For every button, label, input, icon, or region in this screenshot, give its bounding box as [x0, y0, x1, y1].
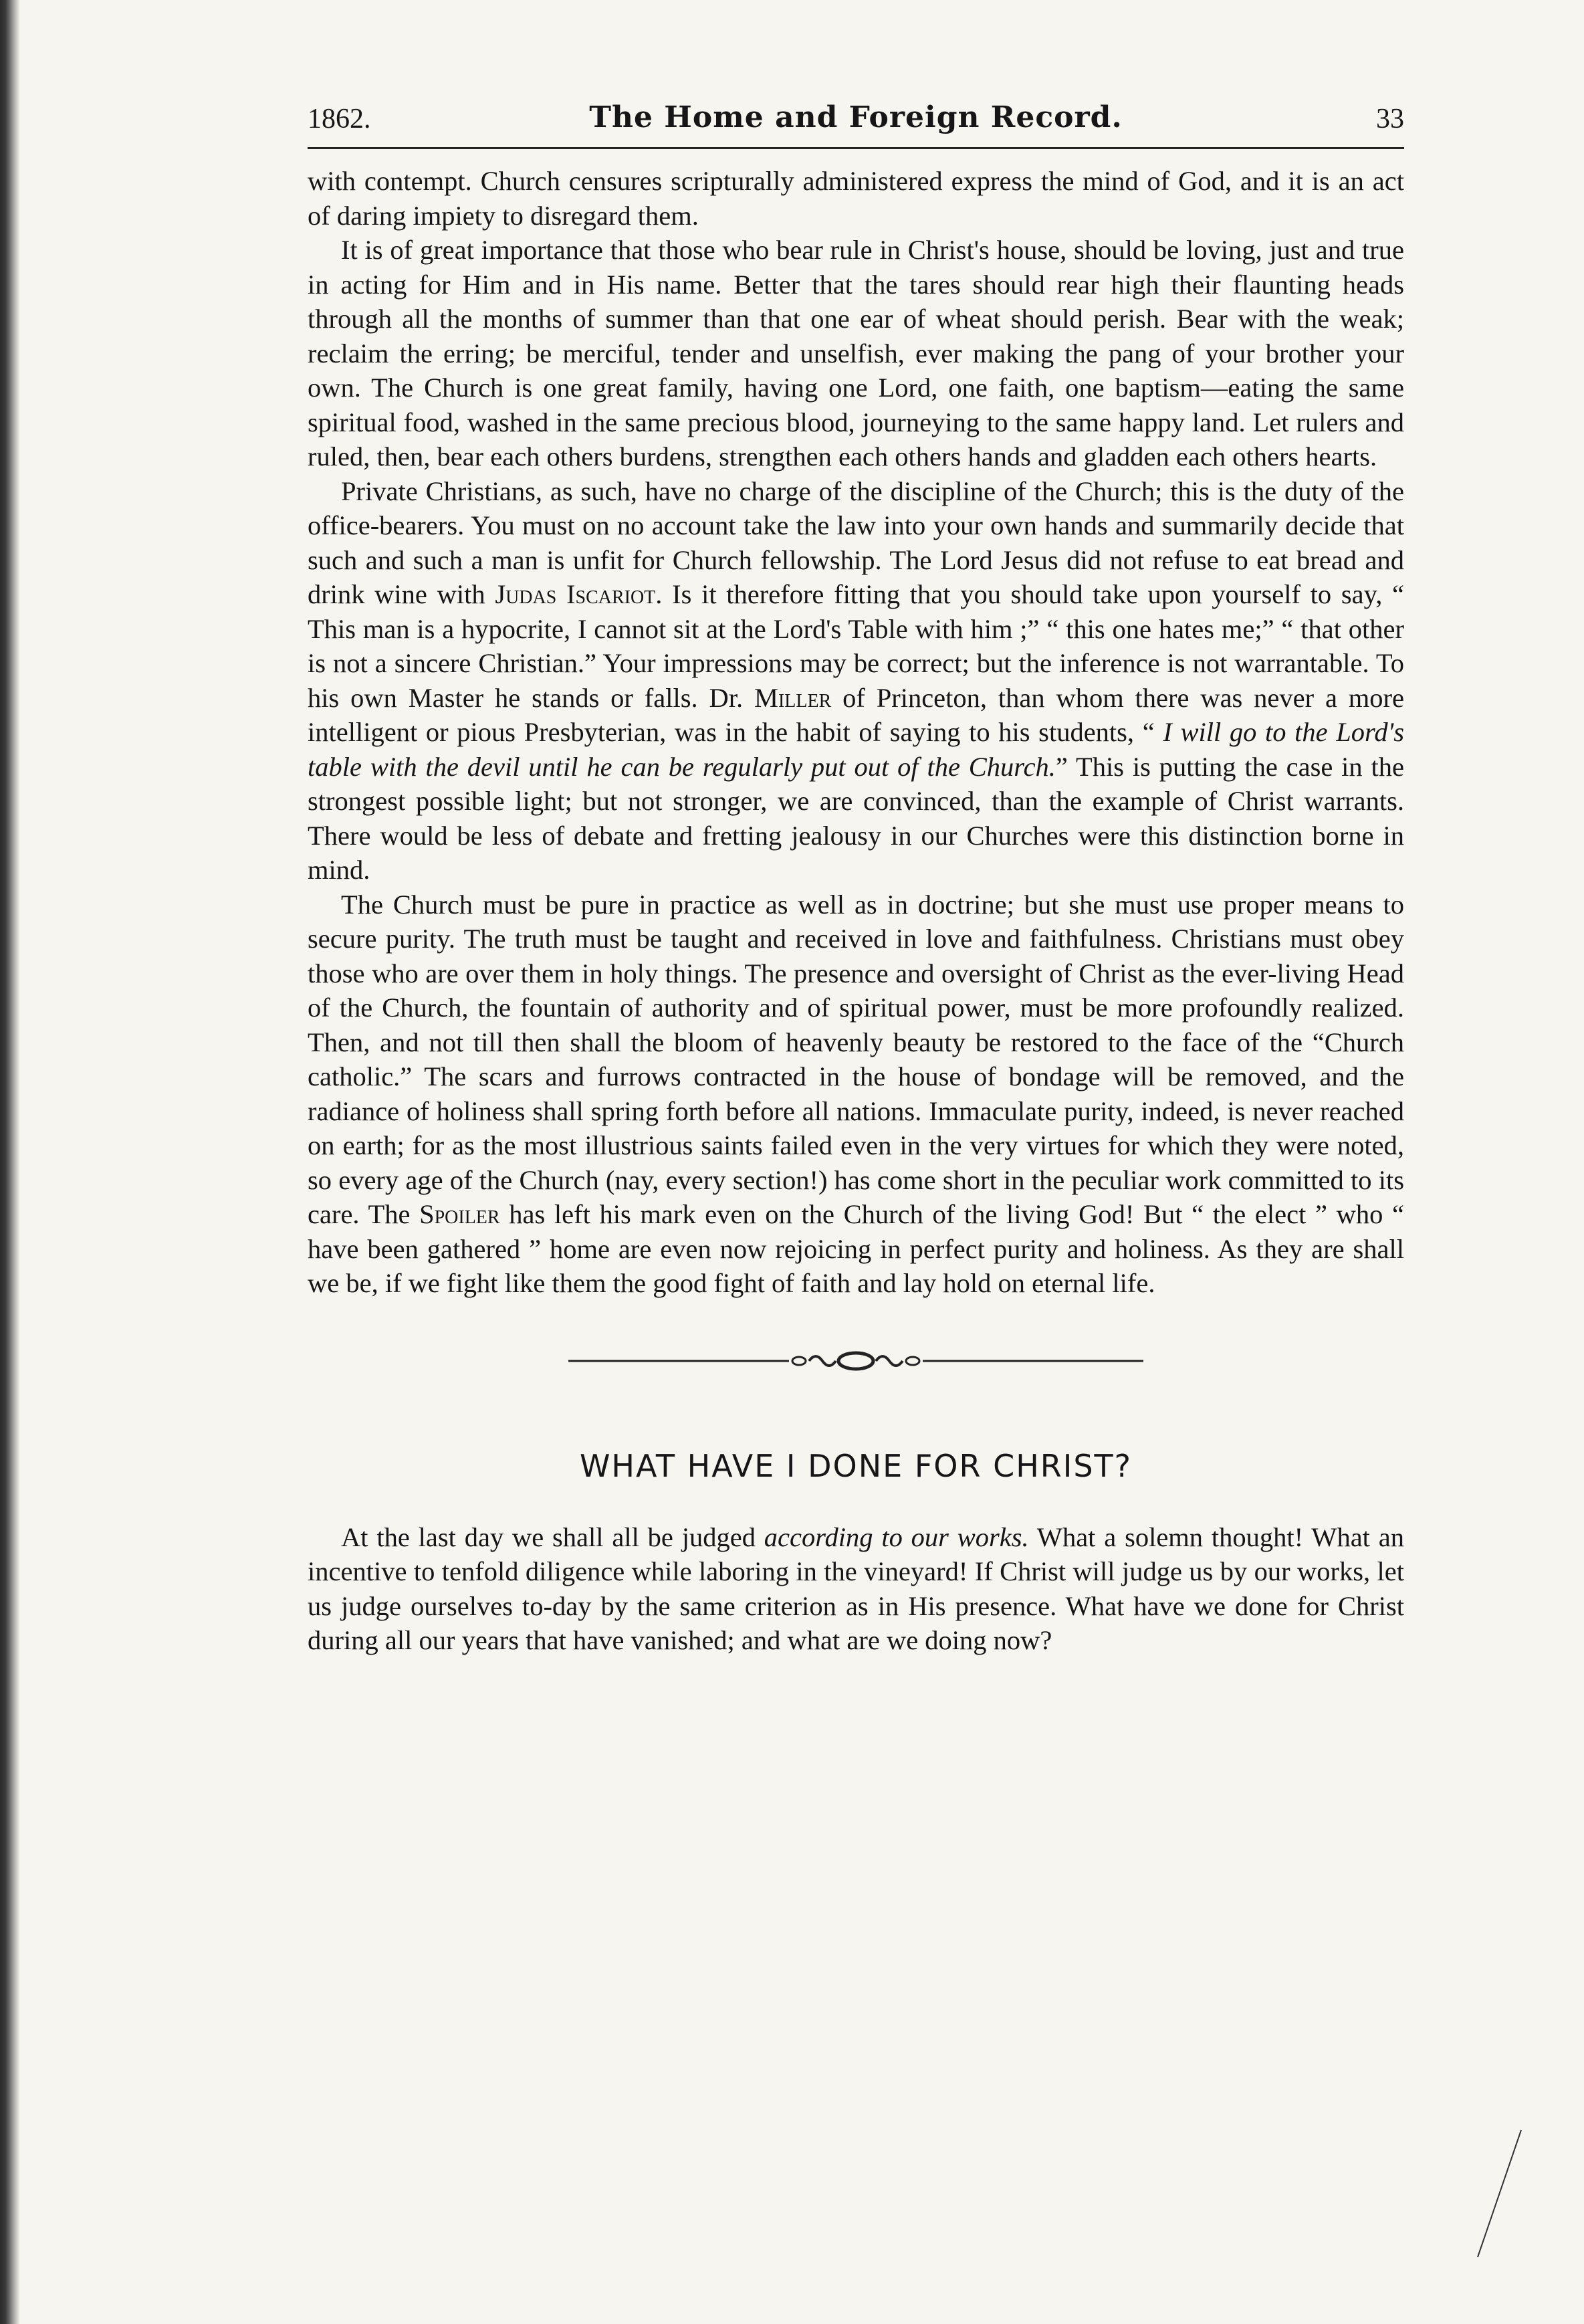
- name-miller: Miller: [754, 682, 832, 713]
- paragraph-3-text-d: ” This is putting the case in the strongest possible light; but not stronger, we are convinced, than the example of Christ warrants. There would be less of debate and fretting jealousy in our Churches were this distinction borne in mind.: [308, 751, 1404, 885]
- section-paragraph-1: [308, 1520, 1404, 1658]
- paragraph-1: with contempt. Church censures scripturally administered express the mind of God, and it is an act of daring impiety to disregard them.: [308, 166, 1404, 231]
- binding-edge: [0, 0, 20, 2324]
- section-paragraph-1-text-a: At the last day we shall all be judged: [341, 1521, 764, 1552]
- section-heading: WHAT HAVE I DONE FOR CHRIST?: [579, 1447, 1133, 1484]
- section-italic-phrase: according to our works.: [764, 1521, 1029, 1552]
- page: [308, 100, 1404, 1658]
- miller-quote: I will go to the Lord's table with the devil until he can be regularly put out of the Church.: [308, 717, 1404, 782]
- paragraph-2: It is of great importance that those who bear rule in Christ's house, should be loving, just and true in acting for Him and in His name. Better that the tares should rear high their flaunting heads through all the months of summer than that one ear of wheat should perish. Bear with the weak; reclaim the erring; be merciful, tender and unselfish, ever making the pang of your brother your own. The Church is one great family, having one Lord, one faith, one baptism—eating the same spiritual food, washed in the same precious blood, journeying to the same happy land. Let rulers and ruled, then, bear each others burdens, strengthen each others hands and gladden each others hearts.: [308, 235, 1404, 471]
- section-body: [308, 1520, 1404, 1658]
- paragraph-3-text-a: Private Christians, as such, have no charge of the discipline of the Church; this is the duty of the office-bearers. You must on no account take the law into your own hands and summarily decide that such and such a man is unfit for Church fellowship. The Lord Jesus did not refuse to eat bread and drink wine with: [308, 476, 1404, 609]
- section-divider-ornament: [568, 1348, 1143, 1374]
- paragraph-3-text-b: Is it therefore fitting that you should take upon yourself to say, “ This man is a hypocrite, I cannot sit at the Lord's Table with him ;” “ this one hates me;” “ that other is not a sincere Christian.” Your impressions may be correct; but the inference is not warrantable. To his own Master he stands or falls. Dr.: [308, 579, 1404, 713]
- running-header: [308, 100, 1404, 149]
- paragraph-4-text-a: The Church must be pure in practice as well as in doctrine; but she must use proper means to secure purity. The truth must be taught and received in love and faithfulness. Christians must obey those who are over them in holy things. The presence and oversight of Christ as the ever-living Head of the Church, the fountain of authority and of spiritual power, must be more profoundly realized. Then, and not till then shall the bloom of heavenly beauty be restored to the face of the “Church catholic.” The scars and furrows contracted in the house of bondage will be removed, and the radiance of holiness shall spring forth before all nations. Immaculate purity, indeed, is never reached on earth; for as the most illustrious saints failed even in the very virtues for which they were noted, so every age of the Church (nay, every section!) has come short in the peculiar work committed to its care. The: [308, 889, 1404, 1229]
- page-number: 33: [1376, 104, 1404, 134]
- paragraph-4-text-b: has left his mark even on the Church of the living God! But “ the elect ” who “ have been gathered ” home are even now rejoicing in perfect purity and holiness. As they are shall we be, if we fight like them the good fight of faith and lay hold on eternal life.: [308, 1199, 1404, 1298]
- name-spoiler: Spoiler: [419, 1199, 500, 1229]
- header-year: 1862.: [308, 104, 371, 134]
- paragraph-3-text-c: of Princeton, than whom there was never a more intelligent or pious Presbyterian, was in the habit of saying to his students, “: [308, 682, 1404, 747]
- name-judas-iscariot: Judas Iscariot.: [495, 579, 663, 609]
- margin-pen-stroke: [1471, 2127, 1524, 2260]
- paragraph-4: [308, 887, 1404, 1301]
- journal-title: The Home and Foreign Record.: [589, 100, 1123, 134]
- article-body: [308, 164, 1404, 1301]
- paragraph-3: [308, 474, 1404, 887]
- section-paragraph-1-text-b: What a solemn thought! What an incentive to tenfold diligence while laboring in the vineyard! If Christ will judge us by our works, let us judge ourselves to-day by the same criterion as in His presence. What have we done for Christ during all our years that have vanished; and what are we doing now?: [308, 1521, 1404, 1655]
